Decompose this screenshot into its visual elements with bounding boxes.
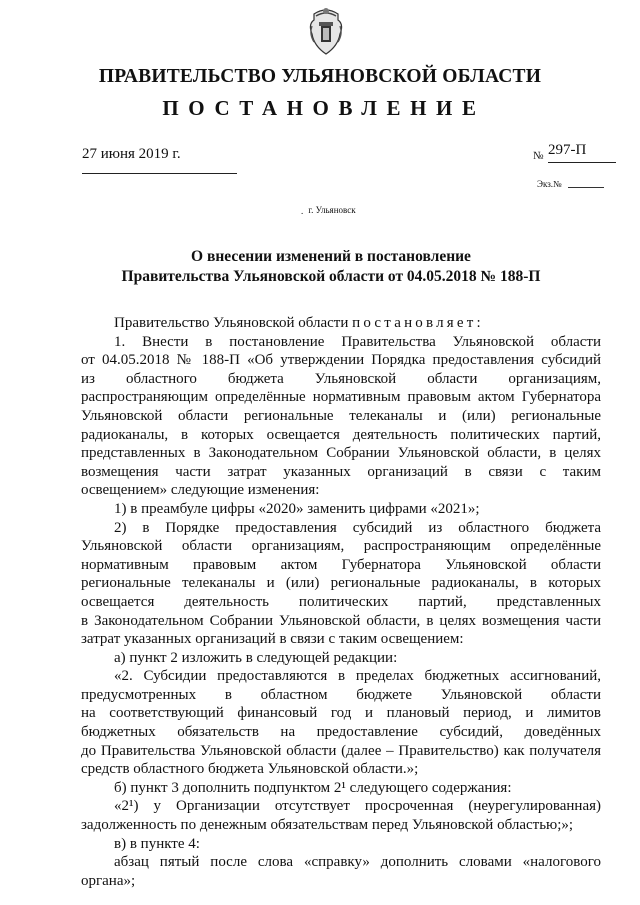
body-line: 1. Внести в постановление Правительства Ульяновской области [114,333,601,350]
city-dot: . [301,206,304,216]
body-line: в Законодательном Собрании Ульяновской области, в целях возмещения части [81,612,601,629]
body-line: Ульяновской области региональные телеканалы и (или) региональные [81,407,601,424]
document-title [0,247,640,287]
government-name: ПРАВИТЕЛЬСТВО УЛЬЯНОВСКОЙ ОБЛАСТИ [98,66,542,87]
body-line: в) в пункте 4: [114,835,200,852]
body-line: средств областного бюджета Ульяновской области.»; [81,761,419,778]
body-line: бюджетных обязательств на предоставление субсидий, доведённых [81,724,601,741]
body-line: региональные телеканалы и (или) региональные радиоканалы, в которых [81,575,601,592]
body-line: из областного бюджета Ульяновской области организациям, [81,370,601,387]
body-line: «2. Субсидии предоставляются в пределах бюджетных ассигнований, [114,668,601,685]
body-line: Ульяновской области организациям, распространяющим определённые [81,538,601,555]
body-intro: Правительство Ульяновской области постановляет: [114,315,484,331]
body-line: задолженность по денежным обязательствам перед Ульяновской областью;»; [81,817,574,834]
decree-date: 27 июня 2019 г. [82,146,181,162]
body-line: нормативным правовым актом Губернатора Ульяновской области [81,556,601,573]
body-line: распространяющим определённые нормативным правовым актом Губернатора [81,389,601,406]
body-line: освещением» следующие изменения: [81,482,320,499]
body-line: органа»; [81,872,136,889]
body-line: освещается деятельность политических партий, представленных [81,593,601,610]
city: г. Ульяновск [308,205,356,215]
copy-underline [568,187,604,188]
document-body [81,314,601,890]
body-line: 2) в Порядке предоставления субсидий из областного бюджета [114,519,601,536]
body-line: от 04.05.2018 № 188-П «Об утверждении Порядка предоставления субсидий [81,352,601,369]
body-line: возмещения части затрат указанных организаций в связи с таким [81,463,601,480]
coat-of-arms-icon [308,4,344,56]
body-lines [81,333,601,891]
body-line: до Правительства Ульяновской области (далее – Правительство) как получателя [81,742,601,759]
body-line: радиоканалы, в которых освещается деятельность политических партий, [81,426,601,443]
body-line: на соответствующий финансовый год и плановый период, и лимитов [81,705,601,722]
body-line: 1) в преамбуле цифры «2020» заменить цифрами «2021»; [114,500,480,517]
body-line: представленных в Законодательном Собрании Ульяновской области, в целях [81,445,601,462]
body-line: а) пункт 2 изложить в следующей редакции: [114,649,398,666]
decree-number: 297-П [548,142,587,158]
number-underline [548,162,616,163]
date-underline [82,173,237,174]
title-line-1: О внесении изменений в постановление [191,248,471,265]
number-sign: № [533,150,544,162]
document-type: ПОСТАНОВЛЕНИЕ [162,96,486,120]
body-line: абзац пятый после слова «справку» дополнить словами «налогового [114,854,601,871]
body-line: затрат указанных организаций в связи с таким освещением: [81,631,464,648]
copy-label: Экз.№ [537,179,562,189]
body-line: предусмотренных в областном бюджете Ульяновской области [81,686,601,703]
body-line: б) пункт 3 дополнить подпунктом 2¹ следующего содержания: [114,779,512,796]
body-line: «2¹) у Организации отсутствует просроченная (неурегулированная) [114,798,601,815]
title-line-2: Правительства Ульяновской области от 04.05.2018 № 188-П [121,268,541,285]
